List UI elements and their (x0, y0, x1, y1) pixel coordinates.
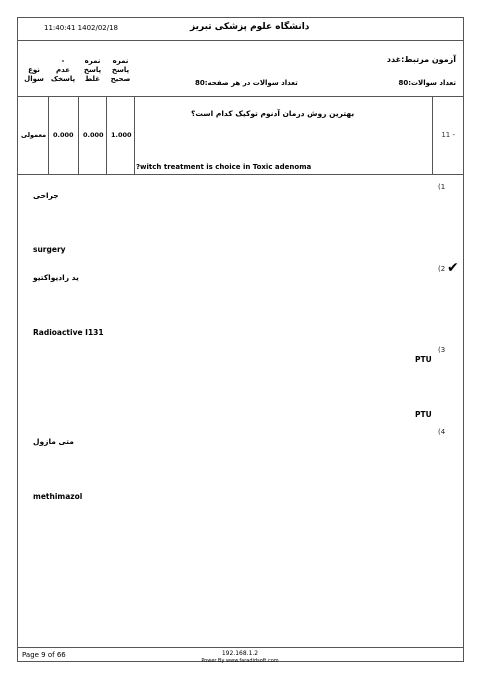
option-text-fa: PTU (415, 355, 432, 364)
col-wrong-header: نمره پاسخ غلط (83, 57, 102, 83)
option-text-fa: جراحی (33, 191, 59, 200)
footer-info (170, 650, 310, 664)
timestamp: 11:40:41 1402/02/18 (44, 24, 119, 32)
unanswered-score: 0.000 (53, 131, 74, 139)
wrong-score: 0.000 (83, 131, 104, 139)
question-text-fa: بهترین روش درمان آدنوم توکیک کدام است؟ (191, 109, 355, 118)
correct-score: 1.000 (111, 131, 132, 139)
ip-address: 192.168.1.2 (221, 650, 259, 657)
footer-divider (17, 647, 464, 648)
col-divider (106, 96, 107, 174)
option-number: (1 (438, 183, 446, 191)
col-type-header: نوع سوال (24, 66, 44, 83)
questions-per-page: تعداد سوالات در هر صفحه:80 (195, 79, 298, 87)
question-text-en: ?witch treatment is choice in Toxic adenoma (136, 163, 312, 171)
col-unanswered-header: - عدم پاسخک (50, 57, 76, 83)
total-questions: تعداد سوالات:80 (398, 79, 456, 87)
option-text-en: Radioactive I131 (33, 328, 104, 337)
header-divider (17, 40, 464, 41)
exam-title: آزمون مرتبط:غدد (386, 55, 456, 64)
option-text-fa: ید رادیواکتیو (33, 273, 79, 282)
correct-answer-check-icon: ✔ (447, 260, 459, 276)
table-top-line (17, 96, 464, 97)
col-divider (432, 96, 433, 174)
col-correct-header: نمره پاسخ صحیح (110, 57, 131, 83)
page-indicator: Page 9 of 66 (22, 651, 66, 659)
option-number: (4 (438, 428, 446, 436)
table-bottom-line (17, 174, 464, 175)
col-divider (78, 96, 79, 174)
university-title: دانشگاه علوم پزشکی تبریز (190, 22, 310, 32)
question-number: - 11 (441, 131, 455, 139)
option-text-en: methimazol (33, 492, 83, 501)
option-number: (3 (438, 346, 446, 354)
option-number: (2 (438, 265, 446, 273)
col-divider (134, 96, 135, 174)
col-divider (48, 96, 49, 174)
option-text-fa: متی مازول (33, 437, 74, 446)
option-text-en: surgery (33, 245, 66, 254)
question-type: معمولی (21, 131, 47, 139)
power-by: Power By www.faradidsoft.com (201, 658, 279, 664)
option-text-en: PTU (415, 410, 432, 419)
